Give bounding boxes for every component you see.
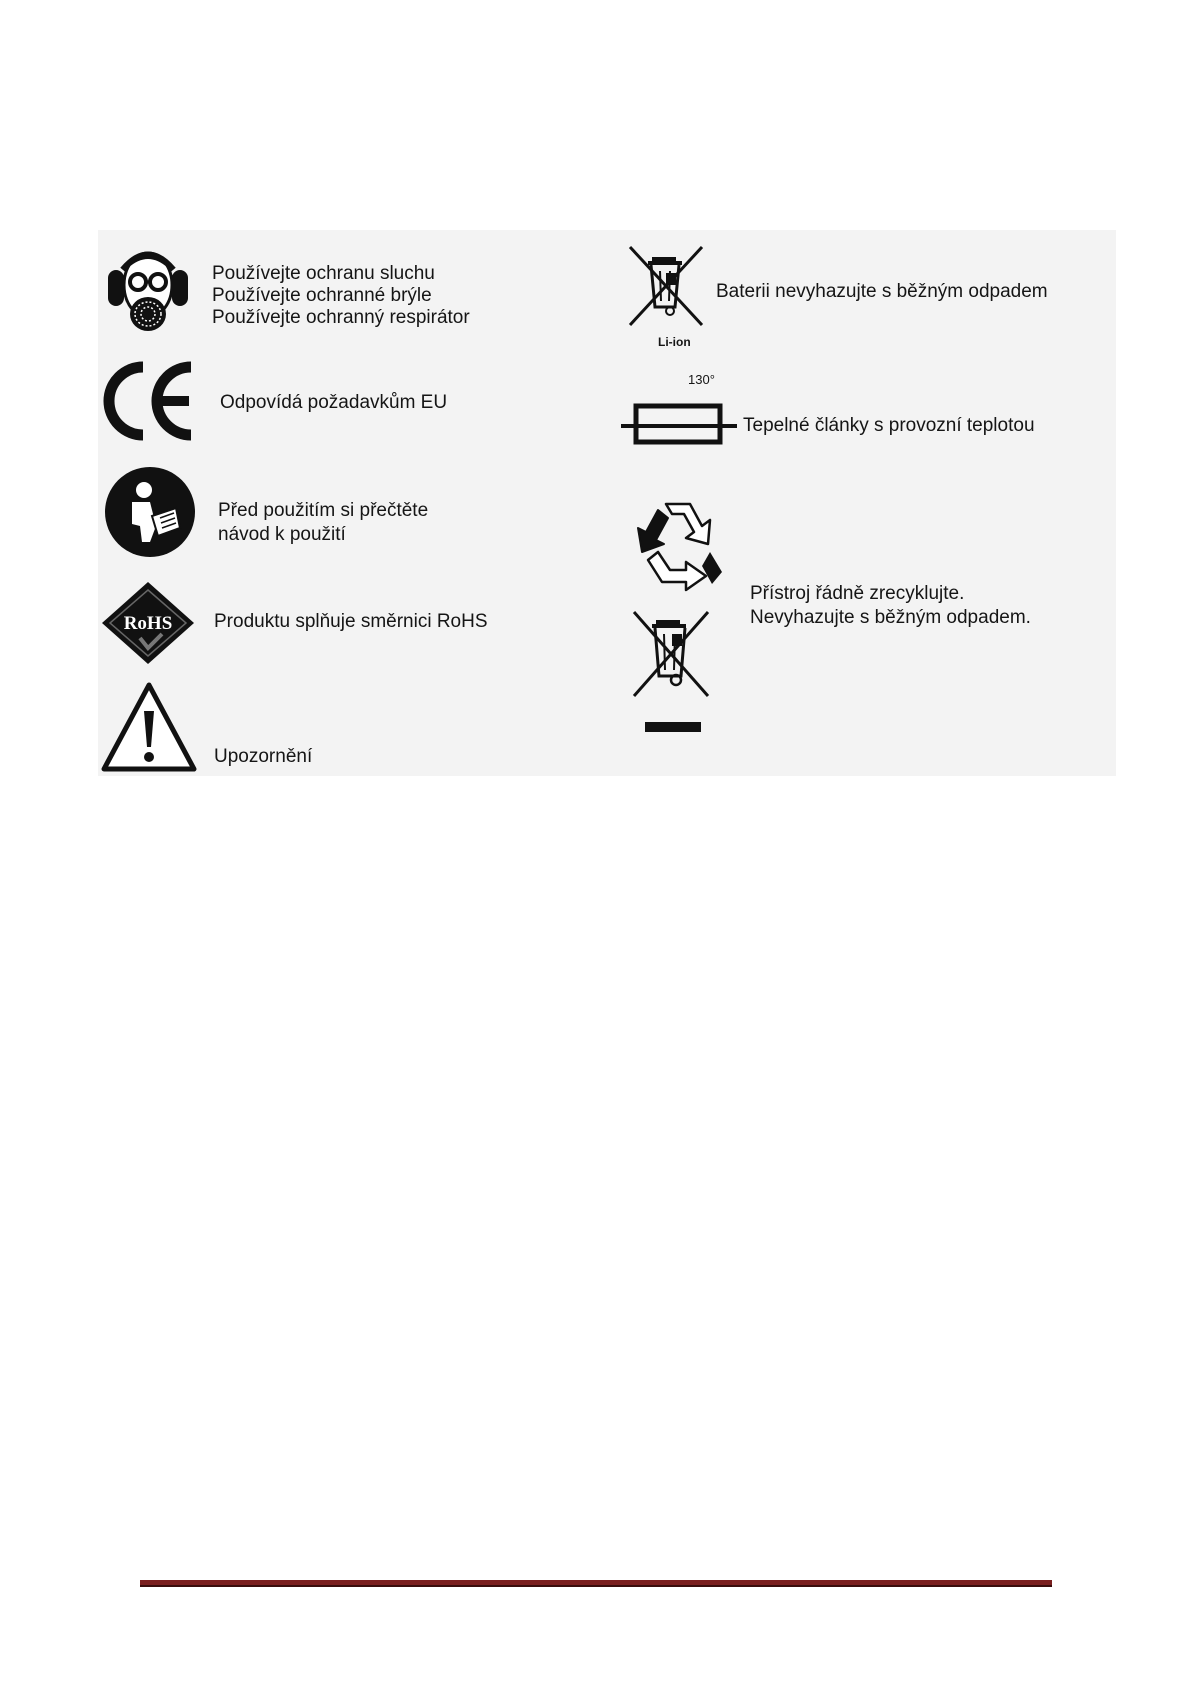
recycle-text-line-2: Nevyhazujte s běžným odpadem. xyxy=(750,607,1031,628)
ce-mark-icon xyxy=(101,361,197,441)
read-manual-icon xyxy=(104,466,196,558)
svg-text:RoHS: RoHS xyxy=(123,613,173,634)
warning-icon xyxy=(101,681,197,773)
recycle-text-line-1: Přístroj řádně zrecyklujte. xyxy=(750,583,965,604)
footer-rule xyxy=(140,1580,1052,1587)
manual-text-line-2: návod k použití xyxy=(218,524,346,545)
ppe-text-line-3: Používejte ochranný respirátor xyxy=(212,307,470,328)
li-ion-label: Li-ion xyxy=(658,335,691,349)
ppe-text-line-2: Používejte ochranné brýle xyxy=(212,285,432,306)
thermal-fuse-icon xyxy=(621,398,737,446)
crossed-bin-icon xyxy=(628,610,714,736)
battery-text: Baterii nevyhazujte s běžným odpadem xyxy=(716,281,1048,302)
ce-text: Odpovídá požadavkům EU xyxy=(220,392,448,413)
hearing-eye-respirator-protection-icon xyxy=(103,240,193,338)
fuse-temp-label: 130° xyxy=(688,372,715,387)
fuse-text: Tepelné články s provozní teplotou xyxy=(743,415,1035,436)
rohs-icon xyxy=(100,580,196,666)
warning-text: Upozornění xyxy=(214,746,313,767)
recycle-icon xyxy=(628,496,728,592)
rohs-text: Produktu splňuje směrnici RoHS xyxy=(214,611,488,632)
crossed-bin-li-ion-icon xyxy=(624,245,710,341)
ppe-text-line-1: Používejte ochranu sluchu xyxy=(212,263,435,284)
manual-text-line-1: Před použitím si přečtěte xyxy=(218,500,429,521)
